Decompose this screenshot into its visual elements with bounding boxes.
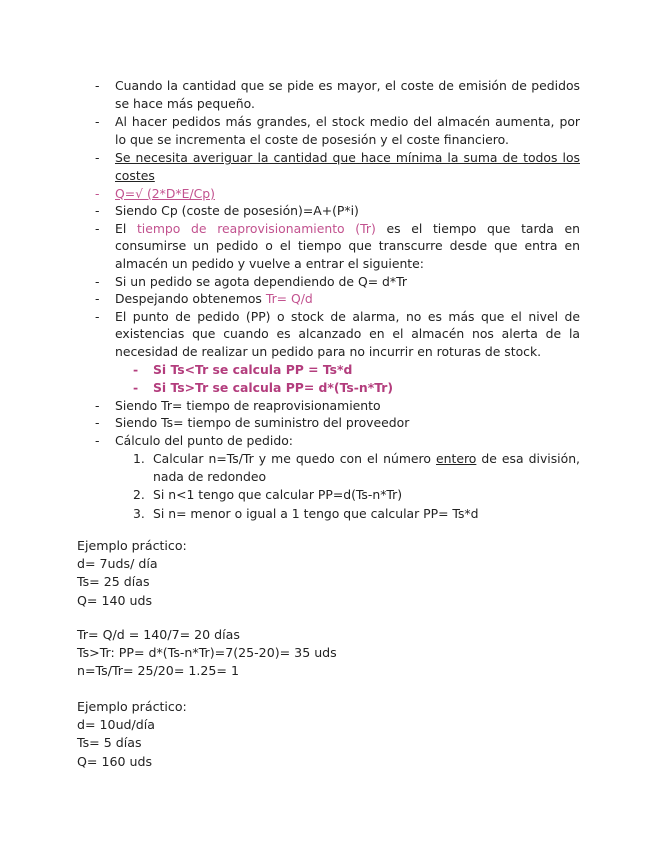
bullet-formula-q [92, 185, 580, 203]
bullet-text: Cuando la cantidad que se pide es mayor, el coste de emisión de pedidos se hace más pequeño. [115, 78, 580, 111]
bullet-list [92, 77, 580, 523]
bullet-cp [92, 202, 580, 220]
example-2 [77, 698, 577, 771]
formula-q-link[interactable]: Q=√ (2*D*E/Cp) [115, 185, 215, 201]
numbered-item-3 [92, 505, 580, 523]
sub-bullet-dash: - [133, 379, 139, 395]
highlight-tr: tiempo de reaprovisionamiento (Tr) [136, 220, 376, 236]
bullet-q-dtr [92, 273, 580, 291]
example-title: Ejemplo práctico: [77, 538, 187, 553]
bullet-text: Despejando obtenemos [115, 291, 266, 307]
sub-bullet-text: Si Ts>Tr se calcula PP= d*(Ts-n*Tr) [153, 379, 394, 395]
solution-line-pp: Ts>Tr: PP= d*(Ts-n*Tr)=7(25-20)= 35 uds [77, 645, 337, 661]
example-line-ts: Ts= 5 días [77, 735, 142, 751]
highlight-tr-formula: Tr= Q/d [265, 291, 313, 307]
sub-bullet-ts-lt-tr [92, 361, 580, 379]
bullet-dash: - [95, 415, 100, 431]
item-text: Calcular n=Ts/Tr y me quedo con el número [153, 451, 436, 467]
bullet-text: El [115, 220, 137, 236]
sub-bullet-ts-gt-tr [92, 379, 580, 397]
numbered-item-1 [92, 450, 580, 485]
bullet-despejando [92, 290, 580, 308]
bullet-dash: - [95, 273, 100, 289]
example-1-solution [77, 626, 577, 681]
bullet-calculo [92, 432, 580, 450]
bullet-dash: - [95, 397, 100, 413]
bullet-text: Siendo Cp (coste de posesión)=A+(P*i) [115, 203, 359, 219]
item-number: 1. [133, 451, 145, 467]
bullet-siendo-tr [92, 397, 580, 415]
sub-bullet-text: Si Ts<Tr se calcula PP = Ts*d [153, 361, 353, 377]
bullet-dash: - [95, 308, 100, 324]
solution-line-tr: Tr= Q/d = 140/7= 20 días [77, 627, 240, 642]
item-text-underlined: entero [435, 451, 477, 467]
bullet-text: Al hacer pedidos más grandes, el stock medio del almacén aumenta, por lo que se incrementa el coste de posesión y el coste financiero. [115, 114, 580, 147]
numbered-item-2 [92, 486, 580, 504]
bullet-text: Siendo Tr= tiempo de reaprovisionamiento [115, 397, 381, 413]
example-line-d: d= 7uds/ día [77, 556, 158, 572]
example-line-ts: Ts= 25 días [77, 574, 150, 590]
bullet-dash: - [95, 220, 100, 236]
example-1 [77, 537, 577, 610]
example-line-q: Q= 160 uds [77, 753, 153, 769]
bullet-text: Siendo Ts= tiempo de suministro del proveedor [115, 415, 410, 431]
bullet-dash: - [95, 432, 100, 448]
bullet-text: Si un pedido se agota dependiendo de Q= d*Tr [115, 273, 407, 289]
bullet-siendo-ts [92, 414, 580, 432]
bullet-emision [92, 77, 580, 112]
sub-bullet-dash: - [133, 361, 139, 377]
bullet-punto-pedido [92, 308, 580, 361]
bullet-text: El punto de pedido (PP) o stock de alarma, no es más que el nivel de existencias que cuando es alcanzado en el almacén nos alerta de la necesidad de realizar un pedido para no incurrir en roturas de stock. [115, 308, 580, 359]
example-title: Ejemplo práctico: [77, 699, 187, 714]
bullet-averiguar [92, 149, 580, 184]
bullet-posesion [92, 113, 580, 148]
bullet-text: Cálculo del punto de pedido: [115, 432, 293, 448]
bullet-dash: - [95, 203, 100, 219]
item-text: Si n<1 tengo que calcular PP=d(Ts-n*Tr) [153, 487, 403, 503]
bullet-dash: - [95, 150, 100, 166]
example-line-q: Q= 140 uds [77, 592, 153, 608]
item-number: 3. [133, 506, 145, 522]
solution-line-n: n=Ts/Tr= 25/20= 1.25= 1 [77, 663, 239, 679]
bullet-dash: - [95, 291, 100, 307]
bullet-tr-definition [92, 220, 580, 273]
item-text: de esa división, nada de redondeo [153, 451, 580, 484]
bullet-dash: - [95, 114, 100, 130]
bullet-dash: - [95, 185, 100, 201]
bullet-text: Se necesita averiguar la cantidad que hace mínima la suma de todos los costes [115, 150, 580, 183]
bullet-dash: - [95, 78, 100, 93]
example-line-d: d= 10ud/día [77, 717, 156, 733]
item-text: Si n= menor o igual a 1 tengo que calcular PP= Ts*d [153, 506, 479, 522]
item-number: 2. [133, 487, 145, 503]
bullet-text: es el tiempo que tarda en consumirse un pedido o el tiempo que transcurre desde que entra en almacén un pedido y vuelve a entrar el siguiente: [115, 220, 580, 271]
